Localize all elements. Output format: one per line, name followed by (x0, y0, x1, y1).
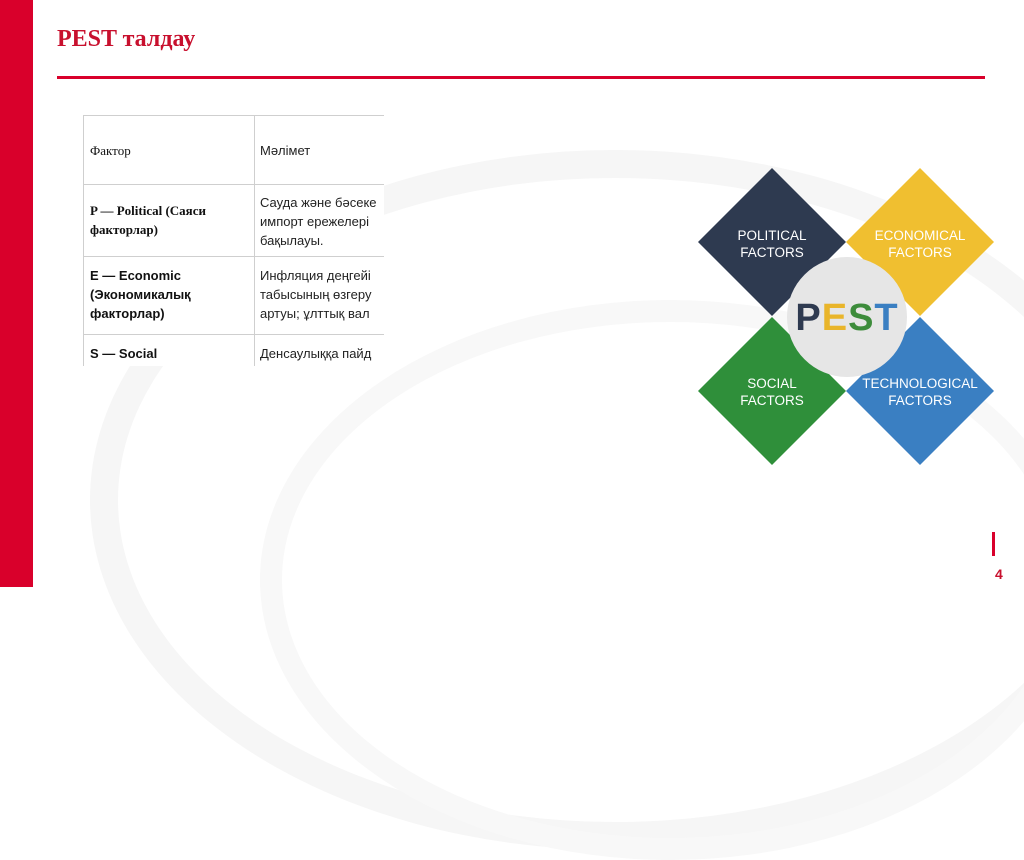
detail-text: импорт ережелері (260, 214, 369, 229)
pest-letter-e: E (821, 297, 849, 339)
table-row (84, 257, 385, 335)
factor-text: P — Political (Саяси (90, 203, 206, 218)
table-row (84, 185, 385, 257)
table-row (84, 335, 385, 367)
left-accent-bar (0, 0, 33, 587)
social-label: FACTORS (740, 393, 804, 408)
factor-cell (84, 257, 255, 335)
pest-table-container (83, 115, 384, 366)
political-label: POLITICAL (737, 228, 807, 243)
header-cell-factor: Фактор (84, 116, 255, 185)
political-label: FACTORS (740, 245, 804, 260)
economical-label: ECONOMICAL (874, 228, 966, 243)
factor-text: (Экономикалық (90, 287, 191, 302)
detail-cell (255, 185, 385, 257)
pest-center-word (795, 297, 898, 339)
detail-text: артуы; ұлттық вал (260, 306, 370, 321)
technological-label: TECHNOLOGICAL (862, 376, 978, 391)
factor-text: факторлар) (90, 222, 158, 237)
factor-text: S — Social (90, 346, 158, 361)
detail-text: Сауда және бәсеке (260, 195, 377, 210)
pest-letter-t: T (874, 297, 899, 339)
detail-text: табысының өзгеру (260, 287, 372, 302)
factor-cell (84, 185, 255, 257)
header-cell-detail: Мәлімет (255, 116, 385, 185)
detail-text: бақылауы. (260, 233, 324, 248)
factor-text: факторлар) (90, 306, 165, 321)
detail-text: Инфляция деңгейі (260, 268, 371, 283)
detail-cell (255, 335, 385, 367)
page-number: 4 (995, 566, 1003, 582)
economical-label: FACTORS (888, 245, 952, 260)
factor-text: E — Economic (90, 268, 182, 283)
pest-table (83, 115, 384, 366)
table-header-row (84, 116, 385, 185)
title-divider (57, 76, 985, 79)
pest-letter-s: S (848, 297, 875, 339)
technological-label: FACTORS (888, 393, 952, 408)
page-number-marker (992, 532, 995, 556)
detail-text: Денсаулыққа пайд (260, 346, 372, 361)
factor-cell (84, 335, 255, 367)
slide-title: PEST талдау (57, 26, 196, 52)
pest-letter-p: P (795, 297, 822, 339)
detail-cell (255, 257, 385, 335)
pest-diagram (698, 168, 994, 465)
social-label: SOCIAL (747, 376, 797, 391)
